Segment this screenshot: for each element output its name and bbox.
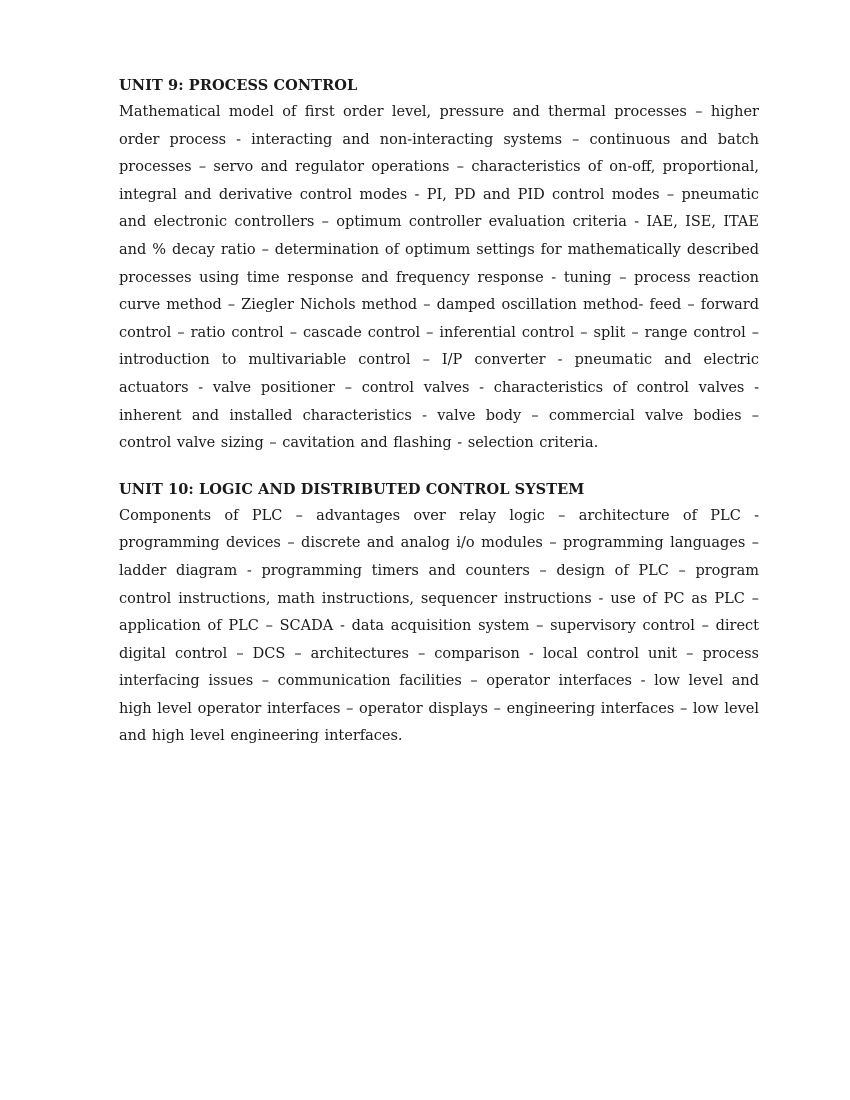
unit-9-section <box>119 72 759 458</box>
unit-9-body: Mathematical model of first order level, pressure and thermal processes – higher order process - interacting and non-interacting systems – continuous and batch processes – servo and regulator operations – characteristics of on-off, proportional, integral and derivative control modes - PI, PD and PID control modes – pneumatic and electronic controllers – optimum controller evaluation criteria - IAE, ISE, ITAE and % decay ratio – determination of optimum settings for mathematically described processes using time response and frequency response - tuning – process reaction curve method – Ziegler Nichols method – damped oscillation method- feed – forward control – ratio control – cascade control – inferential control – split – range control –introduction to multivariable control – I/P converter - pneumatic and electric actuators - valve positioner – control valves - characteristics of control valves - inherent and installed characteristics - valve body – commercial valve bodies – control valve sizing – cavitation and flashing - selection criteria. <box>119 104 759 452</box>
unit-10-section <box>119 476 759 751</box>
document-page <box>119 72 759 751</box>
unit-9-heading: UNIT 9: PROCESS CONTROL <box>119 77 358 94</box>
unit-10-heading: UNIT 10: LOGIC AND DISTRIBUTED CONTROL SYSTEM <box>119 480 585 498</box>
unit-10-body: Components of PLC – advantages over relay logic – architecture of PLC - programming devices – discrete and analog i/o modules – programming languages – ladder diagram - programming timers and counters – design of PLC – program control instructions, math instructions, sequencer instructions - use of PC as PLC – application of PLC – SCADA - data acquisition system – supervisory control – direct digital control – DCS – architectures – comparison - local control unit – process interfacing issues – communication facilities – operator interfaces - low level and high level operator interfaces – operator displays – engineering interfaces – low level and high level engineering interfaces. <box>119 507 759 745</box>
